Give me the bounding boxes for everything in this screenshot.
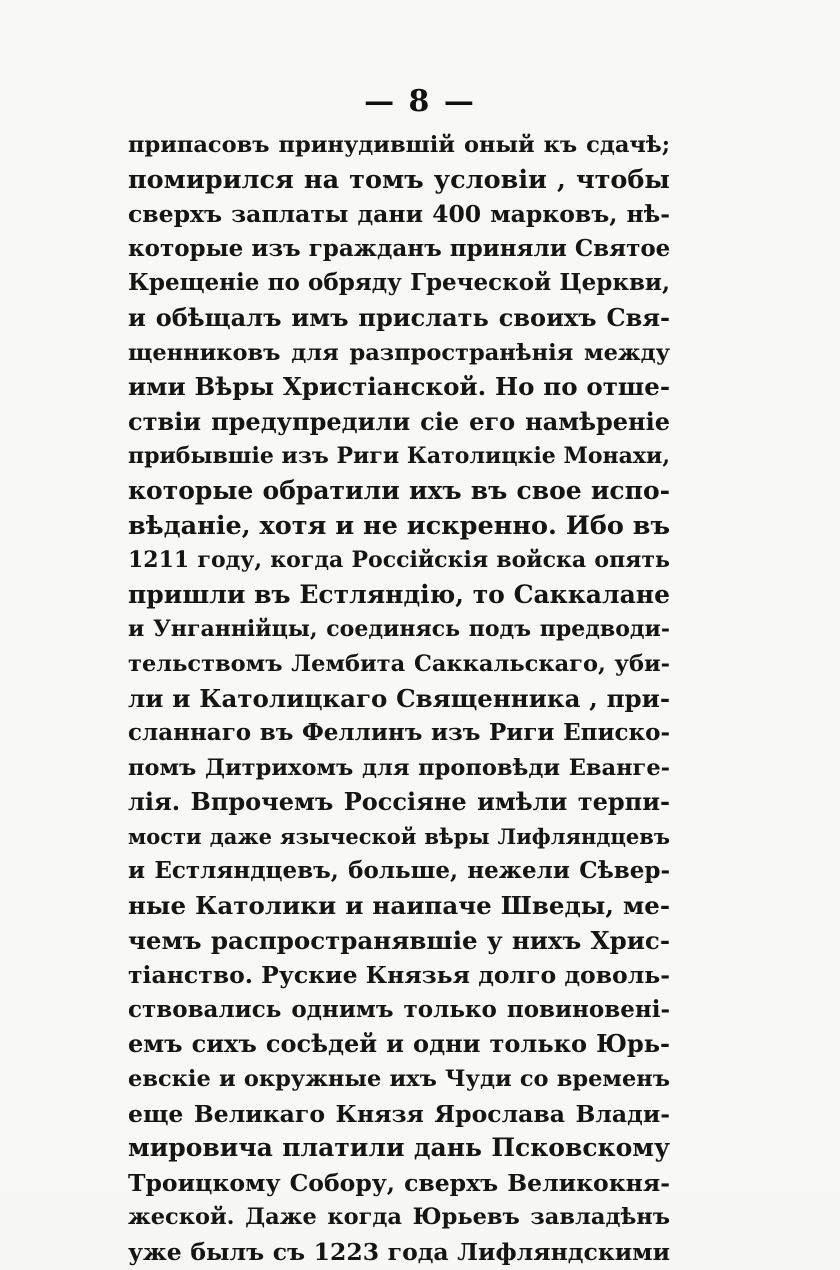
text-line: евскіе и окружные ихъ Чуди со временъ — [128, 1066, 670, 1093]
text-line: помъ Дитрихомъ для проповѣди Еванге- — [128, 754, 670, 781]
text-line: и Естляндцевъ, больше, нежели Сѣвер- — [128, 857, 670, 885]
text-line: щенниковъ для разпространѣнія между — [128, 339, 670, 366]
page-number: — 8 — — [364, 84, 476, 119]
text-line: уже былъ съ 1223 года Лифляндскими — [128, 1238, 670, 1266]
text-line: прибывшіе изъ Риги Католицкіе Монахи, — [128, 443, 670, 470]
text-line: мировича платили дань Псковскому — [128, 1133, 670, 1163]
text-line: припасовъ принудившій оный къ сдачѣ; — [128, 132, 670, 158]
text-line: тельствомъ Лембита Саккальскаго, уби- — [128, 650, 670, 677]
text-line: сланнаго въ Феллинъ изъ Риги Еписко- — [128, 719, 670, 747]
text-line: которые изъ гражданъ приняли Святое — [128, 234, 671, 262]
text-line: тіанство. Руские Князья долго доволь- — [128, 961, 670, 990]
text-line: Крещеніе по обряду Греческой Церкви, — [128, 269, 670, 297]
text-line: и Унганнійцы, соединясь подъ предводи- — [128, 616, 670, 643]
text-line: лія. Впрочемъ Россіяне имѣли терпи- — [128, 787, 670, 817]
text-line: сверхъ заплаты дани 400 марковъ, нѣ- — [128, 200, 670, 229]
text-line: чемъ распространявшіе у нихъ Хрис- — [128, 925, 670, 955]
text-line: ли и Католицкаго Священника , при- — [128, 683, 670, 713]
text-line: еще Великаго Князя Ярослава Влади- — [128, 1099, 670, 1128]
text-line: пришли въ Естляндію, то Саккалане — [128, 579, 670, 609]
text-line: ные Католики и наипаче Шведы, ме- — [128, 891, 670, 921]
text-line: ствовались однимъ только повиновені- — [128, 995, 670, 1023]
text-line: жеской. Даже когда Юрьевъ завладѣнъ — [128, 1204, 670, 1231]
body-text — [128, 128, 670, 1270]
text-line: 1211 году, когда Россійскія войска опять — [128, 547, 670, 574]
text-line: ствіи предупредили сіе его намѣреніе — [128, 406, 670, 436]
text-line: которые обратили ихъ въ свое испо- — [128, 475, 670, 505]
text-line: и обѣщалъ имъ прислать своихъ Свя- — [128, 302, 670, 332]
text-line: ими Вѣры Христіанской. Но по отше- — [128, 372, 670, 402]
text-line: емъ сихъ сосѣдей и одни только Юрь- — [128, 1029, 670, 1059]
text-line: помирился на томъ условіи , чтобы — [128, 164, 670, 195]
text-line: мости даже языческой вѣры Лифляндцевъ — [128, 823, 670, 849]
text-line: Троицкому Собору, сверхъ Великокня- — [128, 1168, 670, 1197]
text-line: вѣданіе, хотя и не искренно. Ибо въ — [128, 510, 671, 541]
